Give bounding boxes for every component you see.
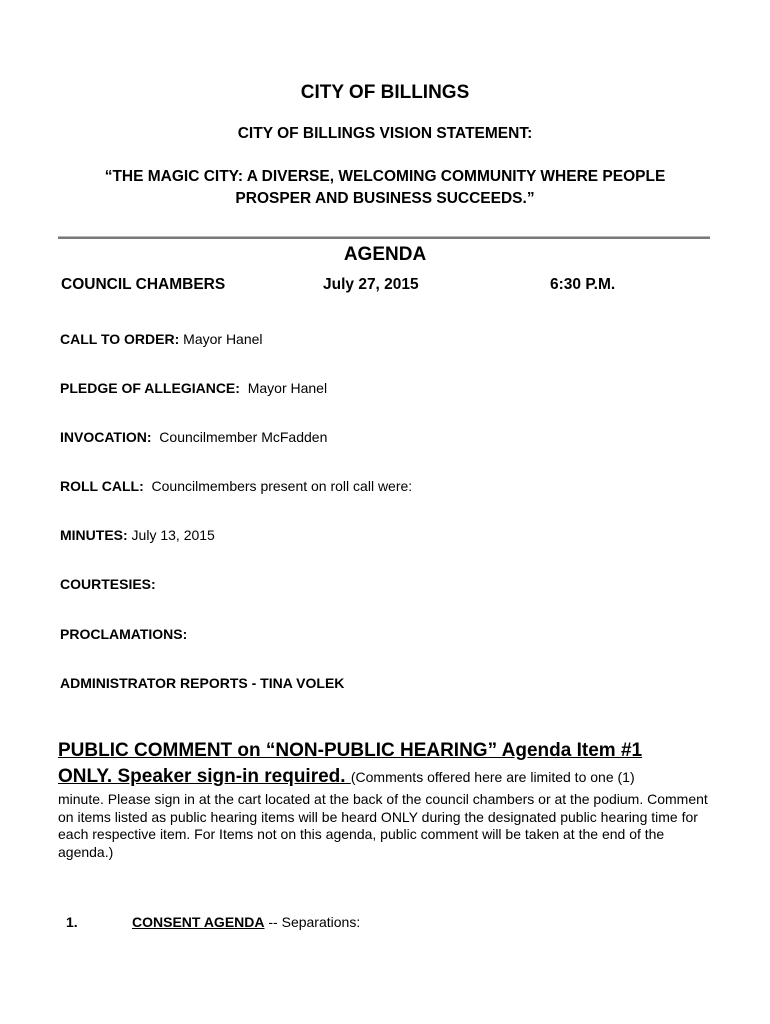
public-comment-limit-note: (Comments offered here are limited to one (1) bbox=[350, 769, 635, 785]
public-comment-heading-line1: PUBLIC COMMENT on “NON-PUBLIC HEARING” Agenda Item #1 bbox=[58, 740, 643, 761]
item-invocation bbox=[60, 429, 327, 445]
item-value: Councilmembers present on roll call were: bbox=[143, 478, 413, 494]
item-proclamations bbox=[60, 626, 187, 642]
item-roll-call bbox=[60, 478, 412, 494]
meeting-location: COUNCIL CHAMBERS bbox=[61, 276, 226, 293]
vision-statement bbox=[0, 166, 770, 210]
item-value: Councilmember McFadden bbox=[151, 429, 328, 445]
item-label: ROLL CALL: bbox=[60, 478, 144, 494]
item-pledge bbox=[60, 380, 327, 396]
public-comment-signin: ONLY. Speaker sign-in required. bbox=[58, 766, 346, 787]
vision-heading: CITY OF BILLINGS VISION STATEMENT: bbox=[237, 125, 533, 142]
item-label: ADMINISTRATOR REPORTS - TINA VOLEK bbox=[60, 675, 345, 691]
item-label: CALL TO ORDER: bbox=[60, 331, 180, 347]
city-title: CITY OF BILLINGS bbox=[300, 82, 470, 103]
item-courtesies bbox=[60, 576, 156, 592]
public-comment-heading-line2 bbox=[58, 766, 635, 788]
item-minutes bbox=[60, 527, 215, 543]
consent-separations: Separations: bbox=[281, 914, 361, 930]
item-administrator-reports bbox=[60, 675, 344, 691]
consent-number-text: 1. bbox=[66, 914, 78, 930]
item-value: July 13, 2015 bbox=[127, 527, 215, 543]
consent-agenda-title: CONSENT AGENDA bbox=[132, 914, 265, 930]
item-label: PROCLAMATIONS: bbox=[60, 626, 188, 642]
item-label: MINUTES: bbox=[60, 527, 128, 543]
item-label: PLEDGE OF ALLEGIANCE: bbox=[60, 380, 240, 396]
public-comment-body: minute. Please sign in at the cart located at the back of the council chambers or at the podium. Comment on items listed as public hearing items will be heard ONLY during the designated public hearing time for each respective item. For Items not on this agenda, public comment will be taken at the end of the agenda.) bbox=[58, 791, 708, 860]
item-value: Mayor Hanel bbox=[239, 380, 328, 396]
meeting-time: 6:30 P.M. bbox=[550, 276, 616, 293]
item-label: INVOCATION: bbox=[60, 429, 152, 445]
vision-line-2: PROSPER AND BUSINESS SUCCEEDS.” bbox=[235, 190, 535, 207]
vision-line-1: “THE MAGIC CITY: A DIVERSE, WELCOMING COMMUNITY WHERE PEOPLE bbox=[104, 168, 666, 185]
header-divider bbox=[58, 236, 710, 239]
item-call-to-order bbox=[60, 331, 263, 347]
item-label: COURTESIES: bbox=[60, 576, 156, 592]
consent-agenda-line bbox=[132, 914, 360, 930]
consent-number bbox=[66, 914, 78, 930]
meeting-date: July 27, 2015 bbox=[323, 276, 419, 293]
consent-separator: -- bbox=[264, 914, 282, 930]
agenda-title: AGENDA bbox=[343, 244, 427, 265]
item-value: Mayor Hanel bbox=[179, 331, 263, 347]
